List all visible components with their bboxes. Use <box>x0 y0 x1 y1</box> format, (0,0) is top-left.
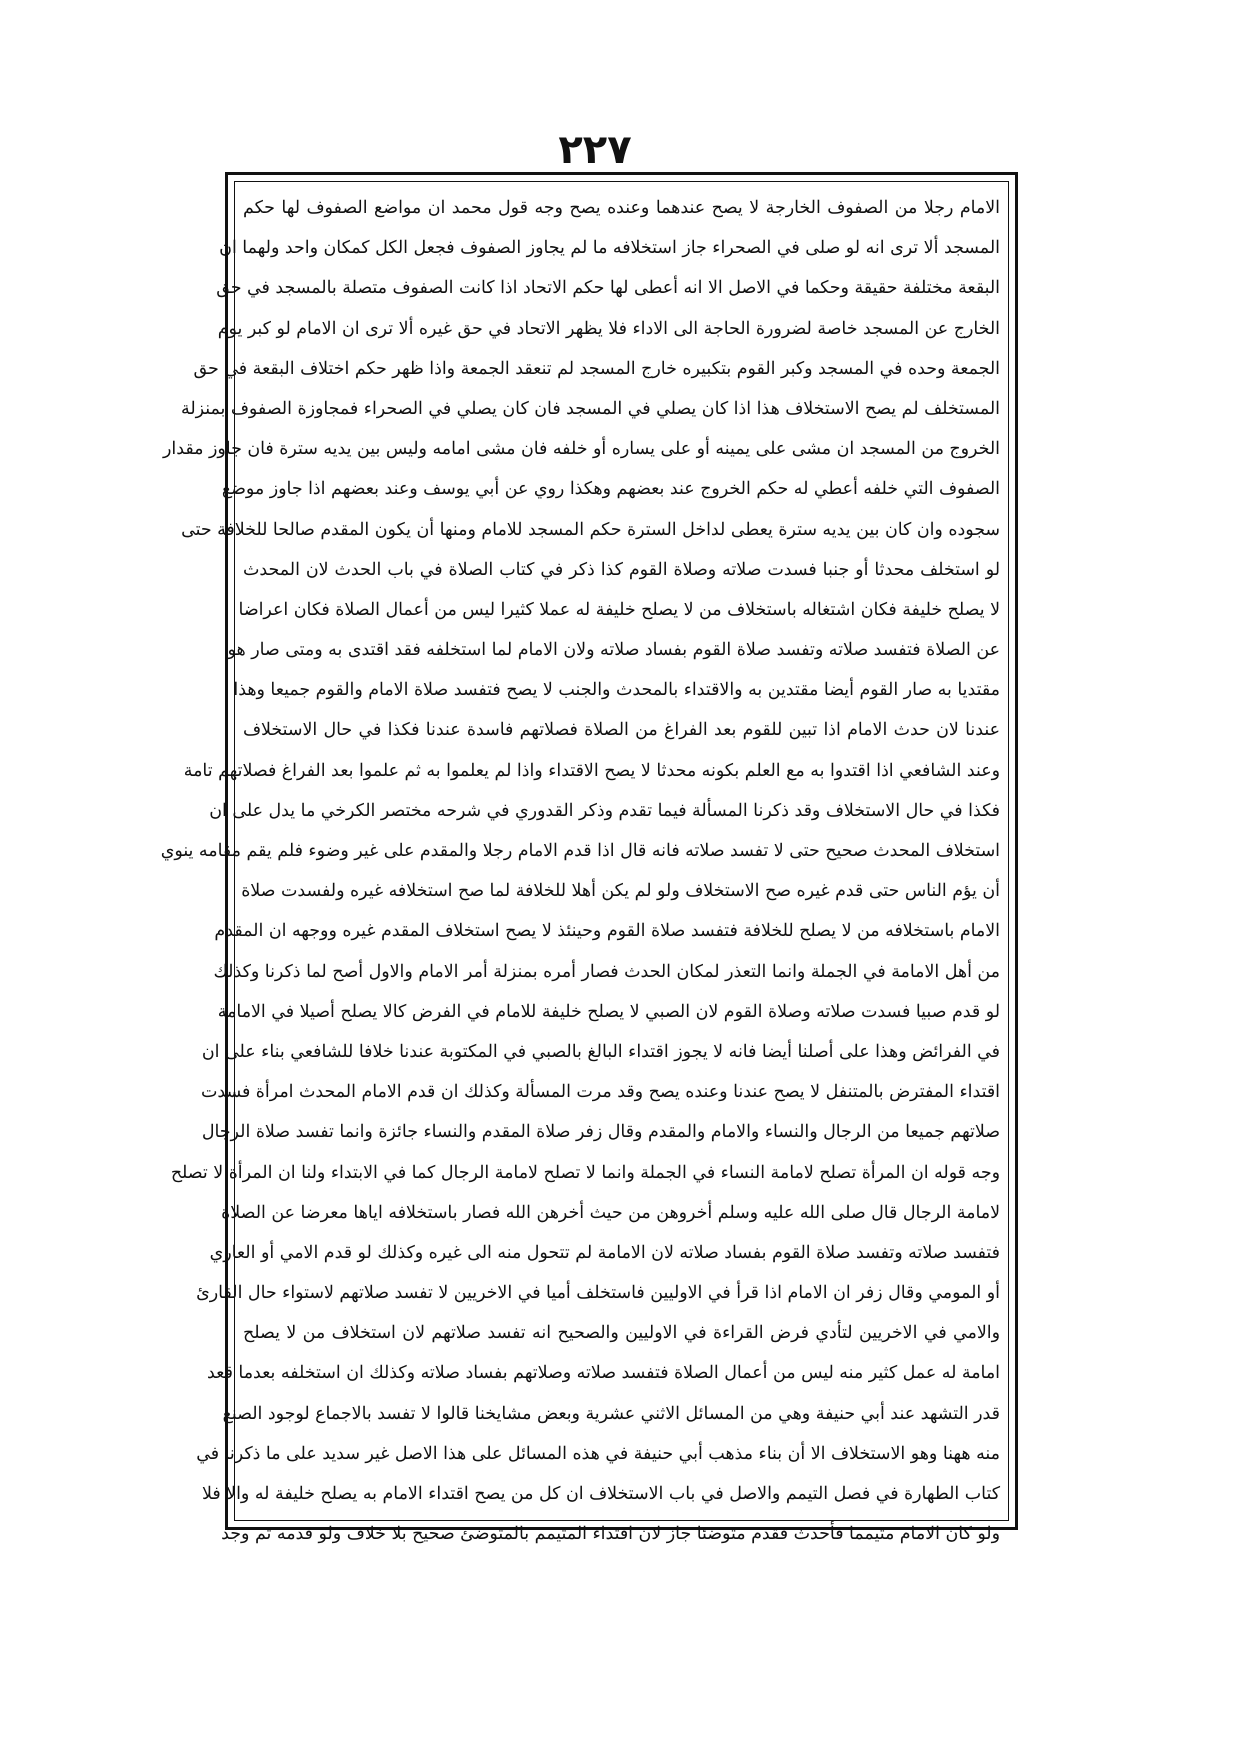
text-line: عن الصلاة فتفسد صلاته وتفسد صلاة القوم بفساد صلاته ولان الامام لما استخلفه فقد اقتدى به ومتى صار هو <box>227 640 1000 661</box>
text-line: أو المومي وقال زفر ان الامام اذا قرأ في الاوليين فاستخلف أميا في الاخريين لا تفسد صلاتهم لاستواء حال القارئ <box>196 1283 1000 1304</box>
text-line: اقتداء المفترض بالمتنفل لا يصح عندنا وعنده يصح وقد مرت المسألة وكذلك ان قدم الامام المحدث امرأة فسدت <box>200 1082 1000 1103</box>
text-line: لو قدم صبيا فسدت صلاته وصلاة القوم لان الصبي لا يصلح خليفة للامام في الفرض كالا يصلح أصيلا في الامامة <box>217 1001 1000 1022</box>
text-frame-inner-border <box>160 181 1009 1545</box>
text-line: والامي في الاخريين لتأدي فرض القراءة في الاوليين والصحيح انه تفسد صلاتهم لان استخلاف من لا يصلح <box>243 1323 1000 1344</box>
text-line: لامامة الرجال قال صلى الله عليه وسلم أخروهن من حيث أخرهن الله فصار باستخلافه اياها معرضا عن الصلاة <box>221 1202 1000 1223</box>
text-line: ولو كان الامام متيمما فأحدث فقدم متوضئا جاز لان اقتداء المتيمم بالمتوضئ صحيح بلا خلاف ولو قدمه ثم وجد <box>221 1524 1000 1545</box>
text-line: من أهل الامامة في الجملة وانما التعذر لمكان الحدث فصار أمره بمنزلة أمر الامام والاول أصح لما ذكرنا وكذلك <box>213 961 1000 982</box>
text-line: مقتديا به صار القوم أيضا مقتدين به والاقتداء بالمحدث والجنب لا يصح فتفسد صلاة الامام والقوم جميعا وهذا <box>233 680 1000 701</box>
text-line: امامة له عمل كثير منه ليس من أعمال الصلاة فتفسد صلاته وصلاتهم بفساد صلاته وكذلك ان استخلفه بعدما قعد <box>207 1363 1000 1384</box>
text-line: استخلاف المحدث صحيح حتى لا تفسد صلاته فانه قال اذا قدم الامام رجلا والمقدم على غير وضوء فلم يقم مقامه ينوي <box>160 841 1000 861</box>
text-line: سجوده وان كان بين يديه سترة يعطى لداخل السترة حكم المسجد للامام ومنها أن يكون المقدم صالحا للخلافة حتى <box>181 519 1000 540</box>
text-line: الخارج عن المسجد خاصة لضرورة الحاجة الى الاداء فلا يظهر الاتحاد في حق غيره ألا ترى ان الامام لو كبر يوم <box>217 318 1000 339</box>
text-line: المسجد ألا ترى انه لو صلى في الصحراء جاز استخلافه ما لم يجاوز الصفوف فجعل الكل كمكان واحد ولهما ان <box>219 238 1000 259</box>
text-line: منه ههنا وهو الاستخلاف الا أن بناء مذهب أبي حنيفة في هذه المسائل على هذا الاصل غير سديد على ما ذكرنا في <box>196 1443 1000 1464</box>
text-line: عندنا لان حدث الامام اذا تبين للقوم بعد الفراغ من الصلاة فصلاتهم فاسدة عندنا فكذا في حال الاستخلاف <box>243 720 1000 741</box>
text-frame <box>160 172 1018 1545</box>
text-line: كتاب الطهارة في فصل التيمم والاصل في باب الاستخلاف ان كل من يصح اقتداء الامام به يصلح خليفة له والا فلا <box>201 1484 1000 1504</box>
text-line: الصفوف التي خلفه أعطي له حكم الخروج عند بعضهم وهكذا روي عن أبي يوسف وعند بعضهم اذا جاوز موضع <box>221 479 1000 500</box>
text-line: لو استخلف محدثا أو جنبا فسدت صلاته وصلاة القوم كذا ذكر في كتاب الصلاة في باب الحدث لان المحدث <box>243 559 1000 580</box>
text-line: الامام باستخلافه من لا يصلح للخلافة فتفسد صلاة القوم وحينئذ لا يصح استخلاف المقدم غيره ووجهه ان المقدم <box>214 921 1000 942</box>
text-line: الامام رجلا من الصفوف الخارجة لا يصح عندهما وعنده يصح وجه قول محمد ان مواضع الصفوف لها حكم <box>243 198 1000 218</box>
text-line: فكذا في حال الاستخلاف وقد ذكرنا المسألة فيما تقدم وذكر القدوري في شرحه مختصر الكرخي ما يدل على ان <box>209 800 1000 821</box>
text-line: صلاتهم جميعا من الرجال والنساء والامام والمقدم وقال زفر صلاة المقدم والنساء جائزة وانما تفسد صلاة الرجال <box>201 1122 1000 1143</box>
text-line: لا يصلح خليفة فكان اشتغاله باستخلاف من لا يصلح خليفة له عملا كثيرا ليس من أعمال الصلاة فكان اعراضا <box>238 599 1000 620</box>
text-line: الخروج من المسجد ان مشى على يمينه أو على يساره أو خلفه فان مشى امامه وليس بين يديه سترة فان جاوز مقدار <box>162 439 1000 460</box>
text-line: وعند الشافعي اذا اقتدوا به مع العلم بكونه محدثا لا يصح الاقتداء واذا لم يعلموا به ثم علموا بعد الفراغ فصلاتهم تامة <box>183 760 1000 781</box>
text-line: البقعة مختلفة حقيقة وحكما في الاصل الا انه أعطى لها حكم الاتحاد اذا كانت الصفوف متصلة بالمسجد في حق <box>216 278 1000 299</box>
text-line: أن يؤم الناس حتى قدم غيره صح الاستخلاف ولو لم يكن أهلا للخلافة لما صح استخلافه غيره ولفسدت صلاة <box>241 881 1000 902</box>
text-line: الجمعة وحده في المسجد وكبر القوم بتكبيره خارج المسجد لم تنعقد الجمعة واذا ظهر حكم اختلاف البقعة في حق <box>193 358 1000 379</box>
text-line: قدر التشهد عند أبي حنيفة وهي من المسائل الاثني عشرية وبعض مشايخنا قالوا لا تفسد بالاجماع لوجود الصنع <box>222 1403 1000 1424</box>
text-line: وجه قوله ان المرأة تصلح لامامة النساء في الجملة وانما لا تصلح لامامة الرجال كما في الابتداء ولنا ان المرأة لا تصلح <box>170 1162 1000 1183</box>
page-number: ۲۲۷ <box>558 127 632 173</box>
text-line: المستخلف لم يصح الاستخلاف هذا اذا كان يصلي في المسجد فان كان يصلي في الصحراء فمجاوزة الصفوف بمنزلة <box>181 398 1000 419</box>
text-line: فتفسد صلاته وتفسد صلاة القوم بفساد صلاته لان الامامة لم تتحول منه الى غيره وكذلك لو قدم الامي أو العاري <box>209 1242 1000 1263</box>
text-line: في الفرائض وهذا على أصلنا أيضا فانه لا يجوز اقتداء البالغ بالصبي في المكتوبة عندنا خلافا للشافعي بناء على ان <box>201 1041 1000 1062</box>
text-body <box>160 188 1000 1545</box>
